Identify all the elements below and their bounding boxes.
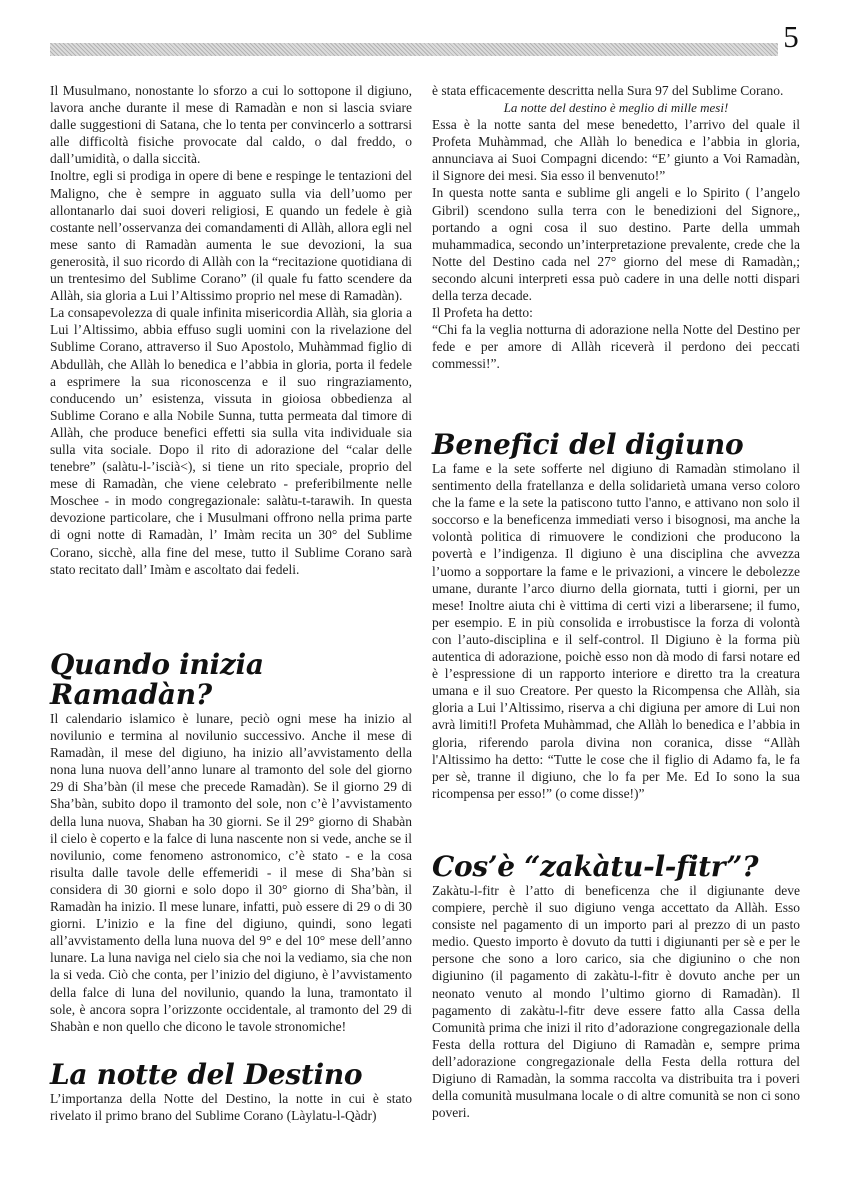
left-bottom-block — [50, 1060, 412, 1124]
paragraph: L’importanza della Notte del Destino, la notte in cui è stato rivelato il primo brano del Sublime Corano (Làylatu-l-Qàdr) — [50, 1091, 412, 1124]
left-lower-block — [50, 650, 412, 1035]
heading-la-notte-del-destino: La notte del Destino — [50, 1058, 363, 1091]
page-number: 5 — [783, 19, 799, 54]
paragraph: “Chi fa la veglia notturna di adorazione nella Notte del Destino per fede e per amore di Allàh riceverà il perdono dei peccati commessi!”. — [432, 322, 800, 372]
paragraph: Il calendario islamico è lunare, peciò ogni mese ha inizio al novilunio e termina al novilunio successivo. Anche il mese di Ramadàn, il mese del digiuno, ha inizio all’avvistamento della nona luna nuova dell’anno lunare al tramonto del sole del giorno 29 di Sha’bàn (il mese che precede Ramadàn). Se il giorno 29 di Sha’bàn, subito dopo il tramonto del sole, non c’è l’avvistamento della luna nuova, Shaban ha 30 giorni. Se il 29° giorno di Shabàn il cielo è coperto e la falce di luna nascente non si vede, anche se il novilunio, come fenomeno astronomico, c’è stato - e la cosa risulta dalle tavole delle effemeridi - il mese di Sha’bàn si considera di 30 giorni e solo dopo il 30° giorno di Sha’bàn, il Ramadàn ha inizio. Il mese lunare, infatti, può essere di 29 o di 30 giorni. L’inizio e la fine del digiuno, quindi, sono legati all’avvistamento della luna nuova del 9° e del 10° mese dell’anno lunare. La luna naviga nel cielo sia che noi la vediamo, sia che non la si veda. Ciò che conta, per l’inizio del digiuno, è l’avvistamento della falce di luna del novilunio, quando la luna, tramontato il sole, è ancora sopra l’orizzonte occidentale, al tramonto del 29 di Shabàn e non quello che dicono le tavole stronomiche! — [50, 711, 412, 1034]
paragraph: è stata efficacemente descritta nella Sura 97 del Sublime Corano. — [432, 83, 784, 98]
right-bottom-block — [432, 852, 800, 1121]
left-column — [50, 82, 412, 578]
header-bar — [50, 43, 778, 56]
paragraph: Zakàtu-l-fitr è l’atto di beneficenza che il digiunante deve compiere, perchè il suo digiuno venga accettato da Allàh. Esso consiste nel pagamento di un importo pari al prezzo di un pasto medio. Questo importo è dovuto da tutti i digiunanti per sè e per le persone che sono a loro carico, sia che digiunino o che non digiunino (il pagamento di zakàtu-l-fitr è dovuto anche per un neonato venuto al mondo l’ultimo giorno di Ramadàn). Il pagamento di zakàtu-l-fitr deve essere fatto alla Cassa della Comunità prima che inizi il rito d’adorazione congregazionale della Festa della rottura del Digiuno di Ramadàn e, sempre prima dell’adorazione congregazionale della Festa della rottura del Digiuno di Ramadàn, la somma raccolta va distribuita tra i poveri della comunità musulmana locale o di altre comunità se non ci sono poveri. — [432, 883, 800, 1121]
paragraph: Inoltre, egli si prodiga in opere di bene e respinge le tentazioni del Maligno, che è sempre in agguato sulla via dell’uomo per allontanarlo dai suoi doveri religiosi, E quando un fedele è già costante nell’osservanza dei comandamenti di Allàh, allora egli nel mese santo di Ramadàn aumenta le sue devozioni, la sua generosità, il suo ricordo di Allàh con la “recitazione quotidiana di un trentesimo del Sublime Corano” (il quale fu fatto scendere da Allàh, sia gloria a Lui l’Altissimo proprio nel mese di Ramadàn). — [50, 168, 412, 304]
subheading: La notte del destino è meglio di mille mesi! — [503, 100, 729, 116]
heading-benefici-del-digiuno: Benefici del digiuno — [432, 428, 744, 461]
paragraph: La fame e la sete sofferte nel digiuno di Ramadàn stimolano il sentimento della fratellanza e della solidarietà umana verso coloro che la fame e la sete la patiscono tutto l'anno, e attivano non solo il soccorso e la beneficenza immediati verso i bisognosi, ma anche la volontà politica di rimuovere le condizioni che producono la povertà e l’indigenza. Il digiuno è una disciplina che avvezza l’uomo a sopportare la fame e le privazioni, a vincere le debolezze umane, durante l’arco diurno della giornata, tutti i giorni, per un mese! Inoltre aiuta chi è vittima di certi vizi a liberarsene; il fumo, per esempio. E in più consolida e irrobustisce la forza di volontà con l’auto-disciplina e il self-control. Il Digiuno è la forma più autentica di adorazione, poichè esso non dà modo di farsi notare ed è l’espressione di un rapporto interiore e diretto tra la creatura umana e il suo Creatore. Per questo la Ricompensa che Allàh, sia gloria a Lui l’Altissimo, riserva a chi digiuna per amore di Lui non avrà limiti!l Profeta Muhàmmad, che Allàh lo benedica e l’abbia in gloria, riferendo parola divina non coranica, disse “Allàh l'Altissimo ha detto: “Tutte le cose che il figlio di Adamo fa, le fa per sè, tranne il digiuno, che lo fa per Me. Ed Io sono la sua ricompensa per esso!” (o come disse!)” — [432, 461, 800, 801]
paragraph: La consapevolezza di quale infinita misericordia Allàh, sia gloria a Lui l’Altissimo, abbia effuso sugli uomini con la rivelazione del Sublime Corano, attraverso il Suo Apostolo, Muhàmmad figlio di Abdullàh, che Allàh lo benedica e l’abbia in gloria, porta il fedele a esprimere la sua riconoscenza e il suo ringraziamento, conducendo un’ esistenza, vissuta in gioiosa obbedienza al Sublime Corano e alla Nobile Sunna, tutta permeata dal timore di Allàh, che produce benefici effetti sia sulla vita individuale sia sulla vita sociale. Dopo il rito di adorazione del “calar delle tenebre” (salàtu-l-’iscià<), si tiene un rito speciale, proprio del mese di Ramadàn, che viene celebrato - preferibilmente nelle Moschee - in modo congregazionale: salàtu-t-tarawih. In questa devozione particolare, che i Musulmani offrono nella prima parte di ogni notte di Ramadàn, l’ Imàm recita un 30° del Sublime Corano, sicchè, alla fine del mese, tutto il Sublime Corano sarà stato recitato dall’ Imàm e ascoltato dai fedeli. — [50, 305, 412, 577]
paragraph: Essa è la notte santa del mese benedetto, l’arrivo del quale il Profeta Muhàmmad, che Allàh lo benedica e l’abbia in gloria, annunciava ai Suoi Compagni dicendo: “E’ giunto a Voi Ramadàn, il Signore dei mesi. Sia esso il benvenuto!” — [432, 117, 800, 184]
paragraph: Il Musulmano, nonostante lo sforzo a cui lo sottopone il digiuno, lavora anche durante il mese di Ramadàn e non si lascia sviare dalle suggestioni di Satana, che lo tenta per convincerlo a sottrarsi alle difficoltà fisiche provocate dal caldo, o dal freddo, o dall’umidità, o dalla siccità. — [50, 83, 412, 167]
paragraph: In questa notte santa e sublime gli angeli e lo Spirito ( l’angelo Gibril) scendono sulla terra con le benedizioni del Signore,, portando a ogni cosa il suo destino. Parte della ummah muhammadica, secondo un’interpretazione prevalente, crede che la Notte del Destino cada nel 27° giorno del mese di Ramadàn,; secondo alcuni interpreti essa può cadere in una delle notti dispari della terza decade. — [432, 185, 800, 304]
heading-quando-inizia-ramadan: Quando inizia Ramadàn? — [50, 648, 264, 711]
heading-zakatu-l-fitr: Cos’è “zakàtu-l-fitr”? — [432, 850, 759, 883]
right-middle-block — [432, 430, 800, 802]
right-column — [432, 82, 800, 373]
paragraph: Il Profeta ha detto: — [432, 305, 533, 321]
